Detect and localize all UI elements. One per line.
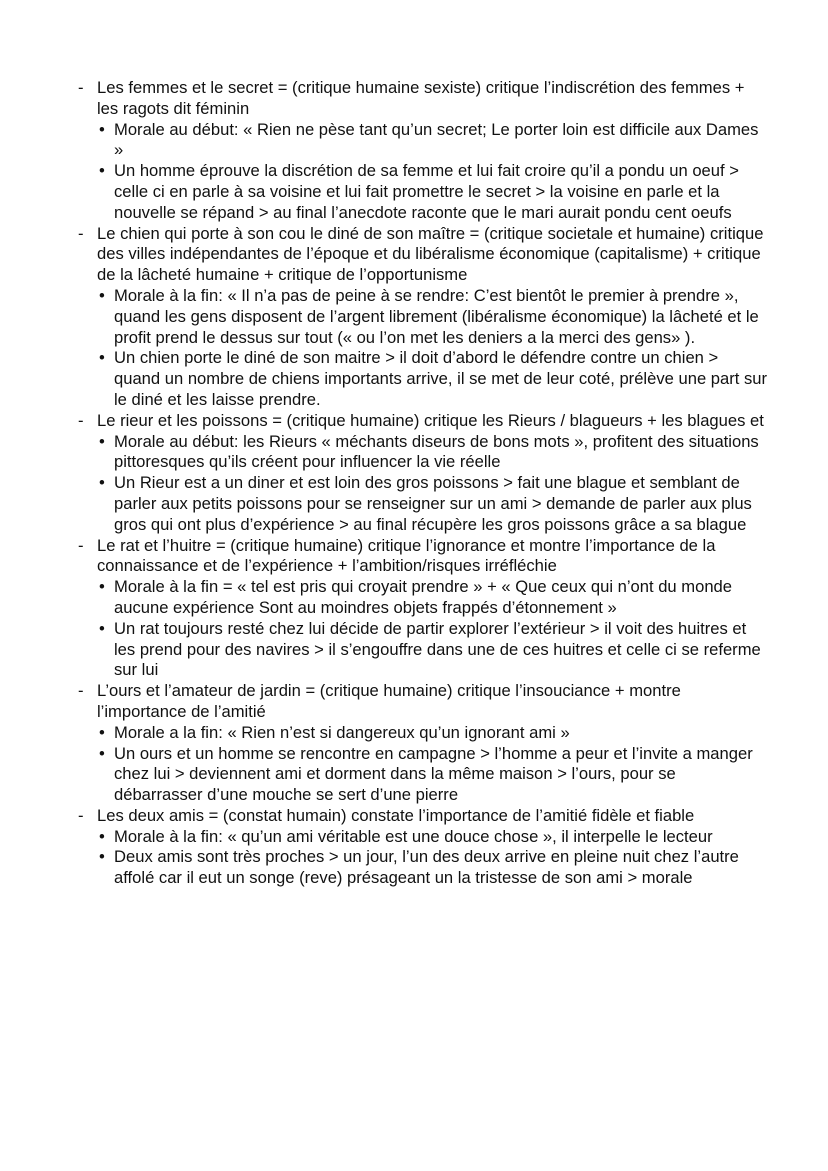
bullet-text: Deux amis sont très proches > un jour, l’un des deux arrive en pleine nuit chez l’autre affolé car il eut un songe (reve) présageant un la tristesse de son ami > morale bbox=[114, 847, 739, 888]
dash-marker: - bbox=[78, 223, 84, 243]
section-femmes-secret bbox=[78, 78, 768, 224]
section-title: Les deux amis = (constat humain) constate l’importance de l’amitié fidèle et fiable bbox=[97, 805, 695, 825]
section-rieur-poissons bbox=[78, 411, 768, 536]
bullet-icon: • bbox=[99, 431, 105, 451]
list-item bbox=[97, 619, 768, 681]
bullet-text: Un Rieur est a un diner et est loin des gros poissons > fait une blague et semblant de parler aux petits poissons pour se renseigner sur un ami > demande de parler aux plus gros qui ont plus d’expérience > au final récupère les gros poissons grâce a sa blague bbox=[114, 473, 752, 534]
section-title: Le chien qui porte à son cou le diné de son maître = (critique societale et humaine) critique des villes indépendantes de l’époque et du libéralisme économique (capitalisme) + critique de la lâcheté humaine + critique de l’opportunisme bbox=[97, 223, 764, 285]
bullet-list bbox=[97, 286, 768, 411]
list-item bbox=[97, 286, 768, 348]
dash-marker: - bbox=[78, 78, 84, 97]
bullet-list bbox=[97, 120, 768, 224]
list-item bbox=[97, 432, 768, 474]
bullet-icon: • bbox=[99, 119, 105, 139]
bullet-text: Morale à la fin = « tel est pris qui croyait prendre » + « Que ceux qui n’ont du monde aucune expérience Sont au moindres objets frappés d’étonnement » bbox=[114, 577, 733, 617]
dash-marker: - bbox=[78, 535, 84, 555]
bullet-text: Morale a la fin: « Rien n’est si dangereux qu’un ignorant ami » bbox=[114, 722, 570, 742]
list-item bbox=[97, 847, 768, 889]
bullet-text: Morale au début: les Rieurs « méchants diseurs de bons mots », profitent des situations pittoresques qu’ils créent pour influencer la vie réelle bbox=[114, 431, 759, 472]
dash-marker: - bbox=[78, 681, 84, 701]
list-item bbox=[97, 161, 768, 223]
bullet-text: Morale au début: « Rien ne pèse tant qu’un secret; Le porter loin est difficile aux Dames » bbox=[114, 119, 759, 160]
list-item bbox=[97, 473, 768, 535]
section-title: Les femmes et le secret = (critique humaine sexiste) critique l’indiscrétion des femmes + les ragots dit féminin bbox=[97, 78, 745, 118]
section-title: Le rat et l’huitre = (critique humaine) critique l’ignorance et montre l’importance de la connaissance et de l’expérience + l’ambition/risques irréfléchie bbox=[97, 535, 716, 576]
bullet-icon: • bbox=[99, 285, 105, 305]
list-item bbox=[97, 577, 768, 619]
section-title: Le rieur et les poissons = (critique humaine) critique les Rieurs / blagueurs + les blagues et bbox=[97, 410, 764, 430]
dash-marker: - bbox=[78, 805, 84, 825]
bullet-icon: • bbox=[99, 577, 105, 597]
notes-content bbox=[78, 78, 768, 889]
bullet-icon: • bbox=[99, 161, 105, 181]
bullet-icon: • bbox=[99, 618, 105, 638]
bullet-list bbox=[97, 577, 768, 681]
section-ours-jardin bbox=[78, 681, 768, 806]
bullet-icon: • bbox=[99, 826, 105, 846]
list-item bbox=[97, 827, 768, 848]
list-item bbox=[97, 744, 768, 806]
bullet-text: Un homme éprouve la discrétion de sa femme et lui fait croire qu’il a pondu un oeuf > celle ci en parle à sa voisine et lui fait promettre le secret > la voisine en parle et la nouvelle se répand > au final l’anecdote raconte que le mari aurait pondu cent oeufs bbox=[114, 161, 739, 222]
bullet-icon: • bbox=[99, 743, 105, 763]
bullet-list bbox=[97, 827, 768, 889]
bullet-list bbox=[97, 723, 768, 806]
list-item bbox=[97, 120, 768, 162]
section-deux-amis bbox=[78, 806, 768, 889]
list-item bbox=[97, 348, 768, 410]
bullet-icon: • bbox=[99, 722, 105, 742]
section-title: L’ours et l’amateur de jardin = (critique humaine) critique l’insouciance + montre l’importance de l’amitié bbox=[97, 681, 681, 721]
list-item bbox=[97, 723, 768, 744]
bullet-text: Un ours et un homme se rencontre en campagne > l’homme a peur et l’invite a manger chez lui > deviennent ami et dorment dans la même maison > l’ours, pour se débarrasser d’une mouche se sert d’une pierre bbox=[114, 743, 753, 805]
bullet-icon: • bbox=[99, 473, 105, 493]
dash-marker: - bbox=[78, 410, 84, 430]
bullet-list bbox=[97, 432, 768, 536]
bullet-text: Morale à la fin: « Il n’a pas de peine à se rendre: C’est bientôt le premier à prendre », quand les gens disposent de l’argent librement (libéralisme économique) la lâcheté et le profit prend le dessus sur tout (« ou l’on met les deniers a la merci des gens» ). bbox=[114, 285, 759, 347]
bullet-text: Un chien porte le diné de son maitre > il doit d’abord le défendre contre un chien > quand un nombre de chiens importants arrive, il se met de leur coté, prélève une part sur le diné et les laisse prendre. bbox=[114, 348, 768, 409]
bullet-icon: • bbox=[99, 847, 105, 867]
section-rat-huitre bbox=[78, 536, 768, 682]
bullet-icon: • bbox=[99, 348, 105, 368]
bullet-text: Un rat toujours resté chez lui décide de partir explorer l’extérieur > il voit des huitres et les prend pour des navires > il s’engouffre dans une de ces huitres et celle ci se referme sur lui bbox=[114, 618, 761, 680]
section-chien-dine bbox=[78, 224, 768, 411]
bullet-text: Morale à la fin: « qu’un ami véritable est une douce chose », il interpelle le lecteur bbox=[114, 826, 713, 846]
